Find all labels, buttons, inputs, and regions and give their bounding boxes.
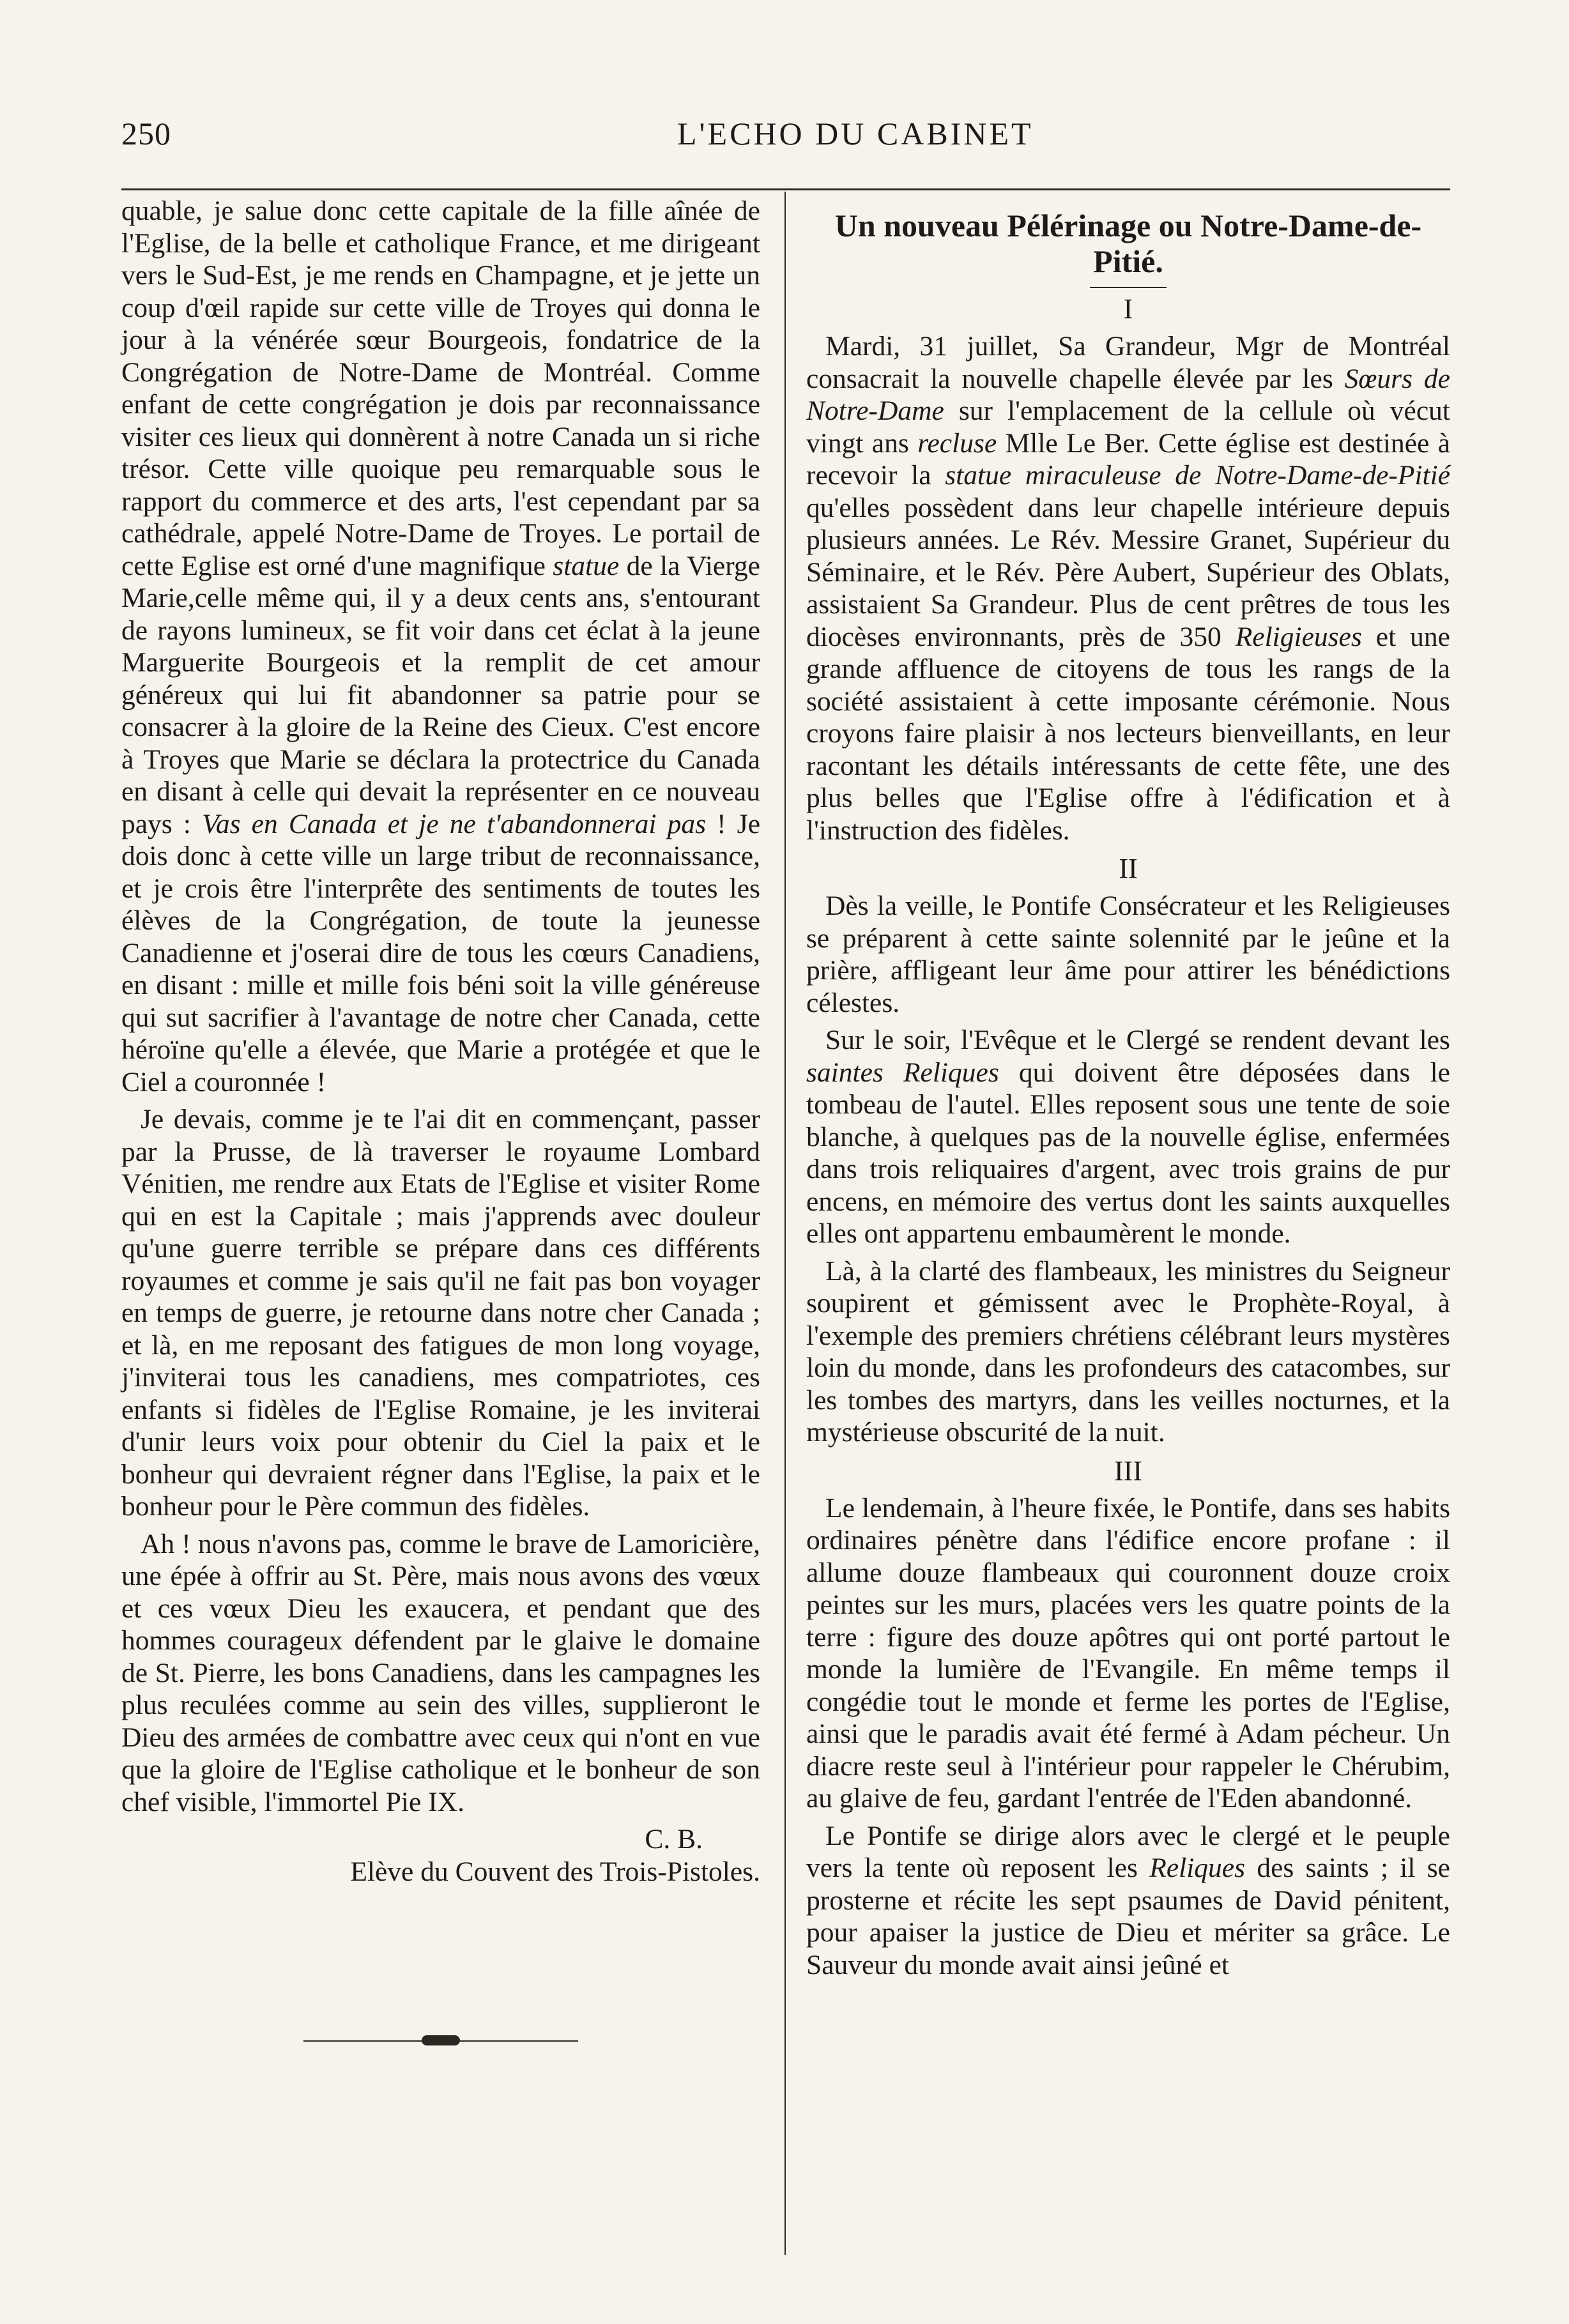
text-run: qu'elles possèdent dans leur chapelle intérieure depuis plusieurs années. Le Rév. Messire Granet, Supérieur du Séminaire, et le Rév. Père Aubert, Supérieur des Oblats, assistaient Sa Grandeur. Plus de cent prêtres de tous les diocèses environnants, près de 350 — [806, 492, 1450, 652]
header-rule — [121, 188, 1450, 190]
page-number: 250 — [121, 116, 171, 151]
left-column — [121, 195, 760, 2047]
italic-text: Reliques — [1149, 1853, 1246, 1883]
text-run: des saints ; il se prosterne et récite les sept psaumes de David pénitent, pour apaiser la justice de Dieu et mériter sa grâce. Le Sauveur du monde avait ainsi jeûné et — [806, 1853, 1450, 1980]
text-run: Je devais, comme je te l'ai dit en commençant, passer par la Prusse, de là traverser le royaume Lombard Vénitien, me rendre aux Etats de l'Eglise et visiter Rome qui en est la Capitale ; mais j'apprends avec douleur qu'une guerre terrible se prépare dans ces différents royaumes et comme je sais qu'il ne fait pas bon voyager en temps de guerre, je retourne dans notre cher Canada ; et là, en me reposant des fatigues de mon long voyage, j'inviterai tous les canadiens, mes compatriotes, ces enfants si fidèles de l'Eglise Romaine, je les inviterai d'unir leurs voix pour obtenir du Ciel la paix et le bonheur qui devraient régner dans l'Eglise, la paix et le bonheur pour le Père commun des fidèles. — [121, 1104, 760, 1522]
text-run: quable, je salue donc cette capitale de la fille aînée de l'Eglise, de la belle et catholique France, et me dirigeant vers le Sud-Est, je me rends en Champagne, et je jette un coup d'œil rapide sur cette ville de Troyes qui donna le jour à la vénérée sœur Bourgeois, fondatrice de la Congrégation de Notre-Dame de Montréal. Comme enfant de cette congrégation je dois par reconnaissance visiter ces lieux qui donnèrent à notre Canada un si riche trésor. Cette ville quoique peu remarquable sous le rapport du commerce et des arts, l'est cependant par sa cathédrale, appelé Notre-Dame de Troyes. Le portail de cette Eglise est orné d'une magnifique — [121, 195, 760, 581]
paragraph — [806, 890, 1450, 1019]
section-numeral: III — [1114, 1455, 1142, 1487]
text-run: Mardi, 31 juillet, Sa Grandeur, Mgr de Montréal consacrait la nouvelle chapelle élevée par les — [806, 331, 1450, 394]
section-numeral: I — [1123, 293, 1133, 325]
article-body — [806, 292, 1450, 1981]
article-title: Un nouveau Pélérinage ou Notre-Dame-de-Pitié. — [834, 208, 1422, 279]
italic-text: statue — [553, 550, 620, 581]
italic-text: Sœurs de Notre-Dame — [806, 363, 1450, 426]
italic-text: Religieuses — [1235, 621, 1362, 652]
paragraph — [121, 195, 760, 1098]
italic-text: Vas en Canada et je ne t'abandonnerai pas — [202, 808, 707, 839]
paragraph — [121, 1528, 760, 1819]
text-run: Le Pontife se dirige alors avec le clergé et le peuple vers la tente où reposent les — [806, 1820, 1450, 1883]
paragraph — [806, 1820, 1450, 1982]
text-run: sur l'emplacement de la cellule où vécut vingt ans — [806, 395, 1450, 459]
italic-text: recluse — [917, 427, 997, 459]
text-run: Là, à la clarté des flambeaux, les ministres du Seigneur soupirent et gémissent avec le Prophète-Royal, à l'exemple des premiers chrétiens célébrant leurs mystères loin du monde, dans les profondeurs des catacombes, sur les tombes des martyrs, dans les veilles nocturnes, et la mystérieuse obscurité de la nuit. — [806, 1255, 1450, 1448]
text-run: ! Je dois donc à cette ville un large tribut de reconnaissance, et je crois être l'interprête des sentiments de toutes les élèves de la Congrégation, de toute la jeunesse Canadienne et j'oserai dire de tous les cœurs Canadiens, en disant : mille et mille fois béni soit la ville généreuse qui sut sacrifier à l'avantage de notre cher Canada, cette héroïne qu'elle a élevée, que Marie a protégée et que le Ciel a couronnée ! — [121, 808, 761, 1097]
left-column-text — [121, 195, 760, 1818]
column-divider — [784, 192, 786, 2255]
text-run: Sur le soir, l'Evêque et le Clergé se rendent devant les — [825, 1025, 1450, 1055]
title-rule — [1090, 287, 1167, 288]
right-column — [806, 195, 1450, 1986]
page-header — [121, 115, 1450, 160]
signature-school: Elève du Couvent des Trois-Pistoles. — [350, 1856, 760, 1887]
end-ornament — [303, 2035, 578, 2047]
paragraph — [806, 330, 1450, 846]
text-run: Mlle Le Ber. Cette église est destinée à recevoir la — [806, 427, 1450, 491]
signature-initials: C. B. — [645, 1824, 703, 1854]
section-numeral: II — [1119, 853, 1138, 884]
italic-text: saintes Reliques — [806, 1057, 999, 1088]
text-run: Le lendemain, à l'heure fixée, le Pontife, dans ses habits ordinaires pénètre dans l'édifice encore profane : il allume douze flambeaux qui couronnent douze croix peintes sur les murs, placées vers les quatre points de la terre : figure des douze apôtres qui ont porté partout le monde la lumière de l'Evangile. En même temps il congédie tout le monde et ferme les portes de l'Eglise, ainsi que le paradis avait été fermé à Adam pécheur. Un diacre reste seul à l'intérieur pour rappeler le Chérubim, au glaive de feu, gardant l'entrée de l'Eden abandonné. — [806, 1492, 1450, 1814]
paragraph — [806, 1492, 1450, 1815]
text-run: et une grande affluence de citoyens de tous les rangs de la société assistaient à cette imposante cérémonie. Nous croyons faire plaisir à nos lecteurs bienveillants, en leur racontant les détails intéressants de cette fête, une des plus belles que l'Eglise offre à l'édification et à l'instruction des fidèles. — [806, 621, 1450, 846]
running-title: L'ECHO DU CABINET — [677, 116, 1034, 151]
text-run: Dès la veille, le Pontife Consécrateur et les Religieuses se préparent à cette sainte solennité par le jeûne et la prière, affligeant leur âme pour attirer les bénédictions célestes. — [806, 891, 1450, 1018]
paragraph — [806, 1024, 1450, 1250]
paragraph — [121, 1103, 760, 1523]
text-run: de la Vierge Marie,celle même qui, il y a deux cents ans, s'entourant de rayons lumineux, se fit voir dans cet éclat à la jeune Marguerite Bourgeois et la remplit de cet amour généreux qui lui fit abandonner sa patrie pour se consacrer à la gloire de la Reine des Cieux. C'est encore à Troyes que Marie se déclara la protectrice du Canada en disant à celle qui devait la représenter en ce nouveau pays : — [121, 550, 760, 839]
italic-text: statue miraculeuse de Notre-Dame-de-Pitié — [945, 460, 1451, 491]
text-run: Ah ! nous n'avons pas, comme le brave de Lamoricière, une épée à offrir au St. Père, mais nous avons des vœux et ces vœux Dieu les exaucera, et pendant que des hommes courageux défendent par le glaive le domaine de St. Pierre, les bons Canadiens, dans les campagnes les plus reculées comme au sein des villes, supplieront le Dieu des armées de combattre avec ceux qui n'ont en vue que la gloire de l'Eglise catholique et le bonheur de son chef visible, l'immortel Pie IX. — [121, 1528, 760, 1817]
text-run: qui doivent être déposées dans le tombeau de l'autel. Elles reposent sous une tente de soie blanche, à quelques pas de la nouvelle église, enfermées dans trois reliquaires d'argent, avec trois grains de pur encens, en mémoire des vertus dont les saints auxquelles elles ont appartenu embaumèrent le monde. — [806, 1057, 1450, 1249]
paragraph — [806, 1255, 1450, 1449]
